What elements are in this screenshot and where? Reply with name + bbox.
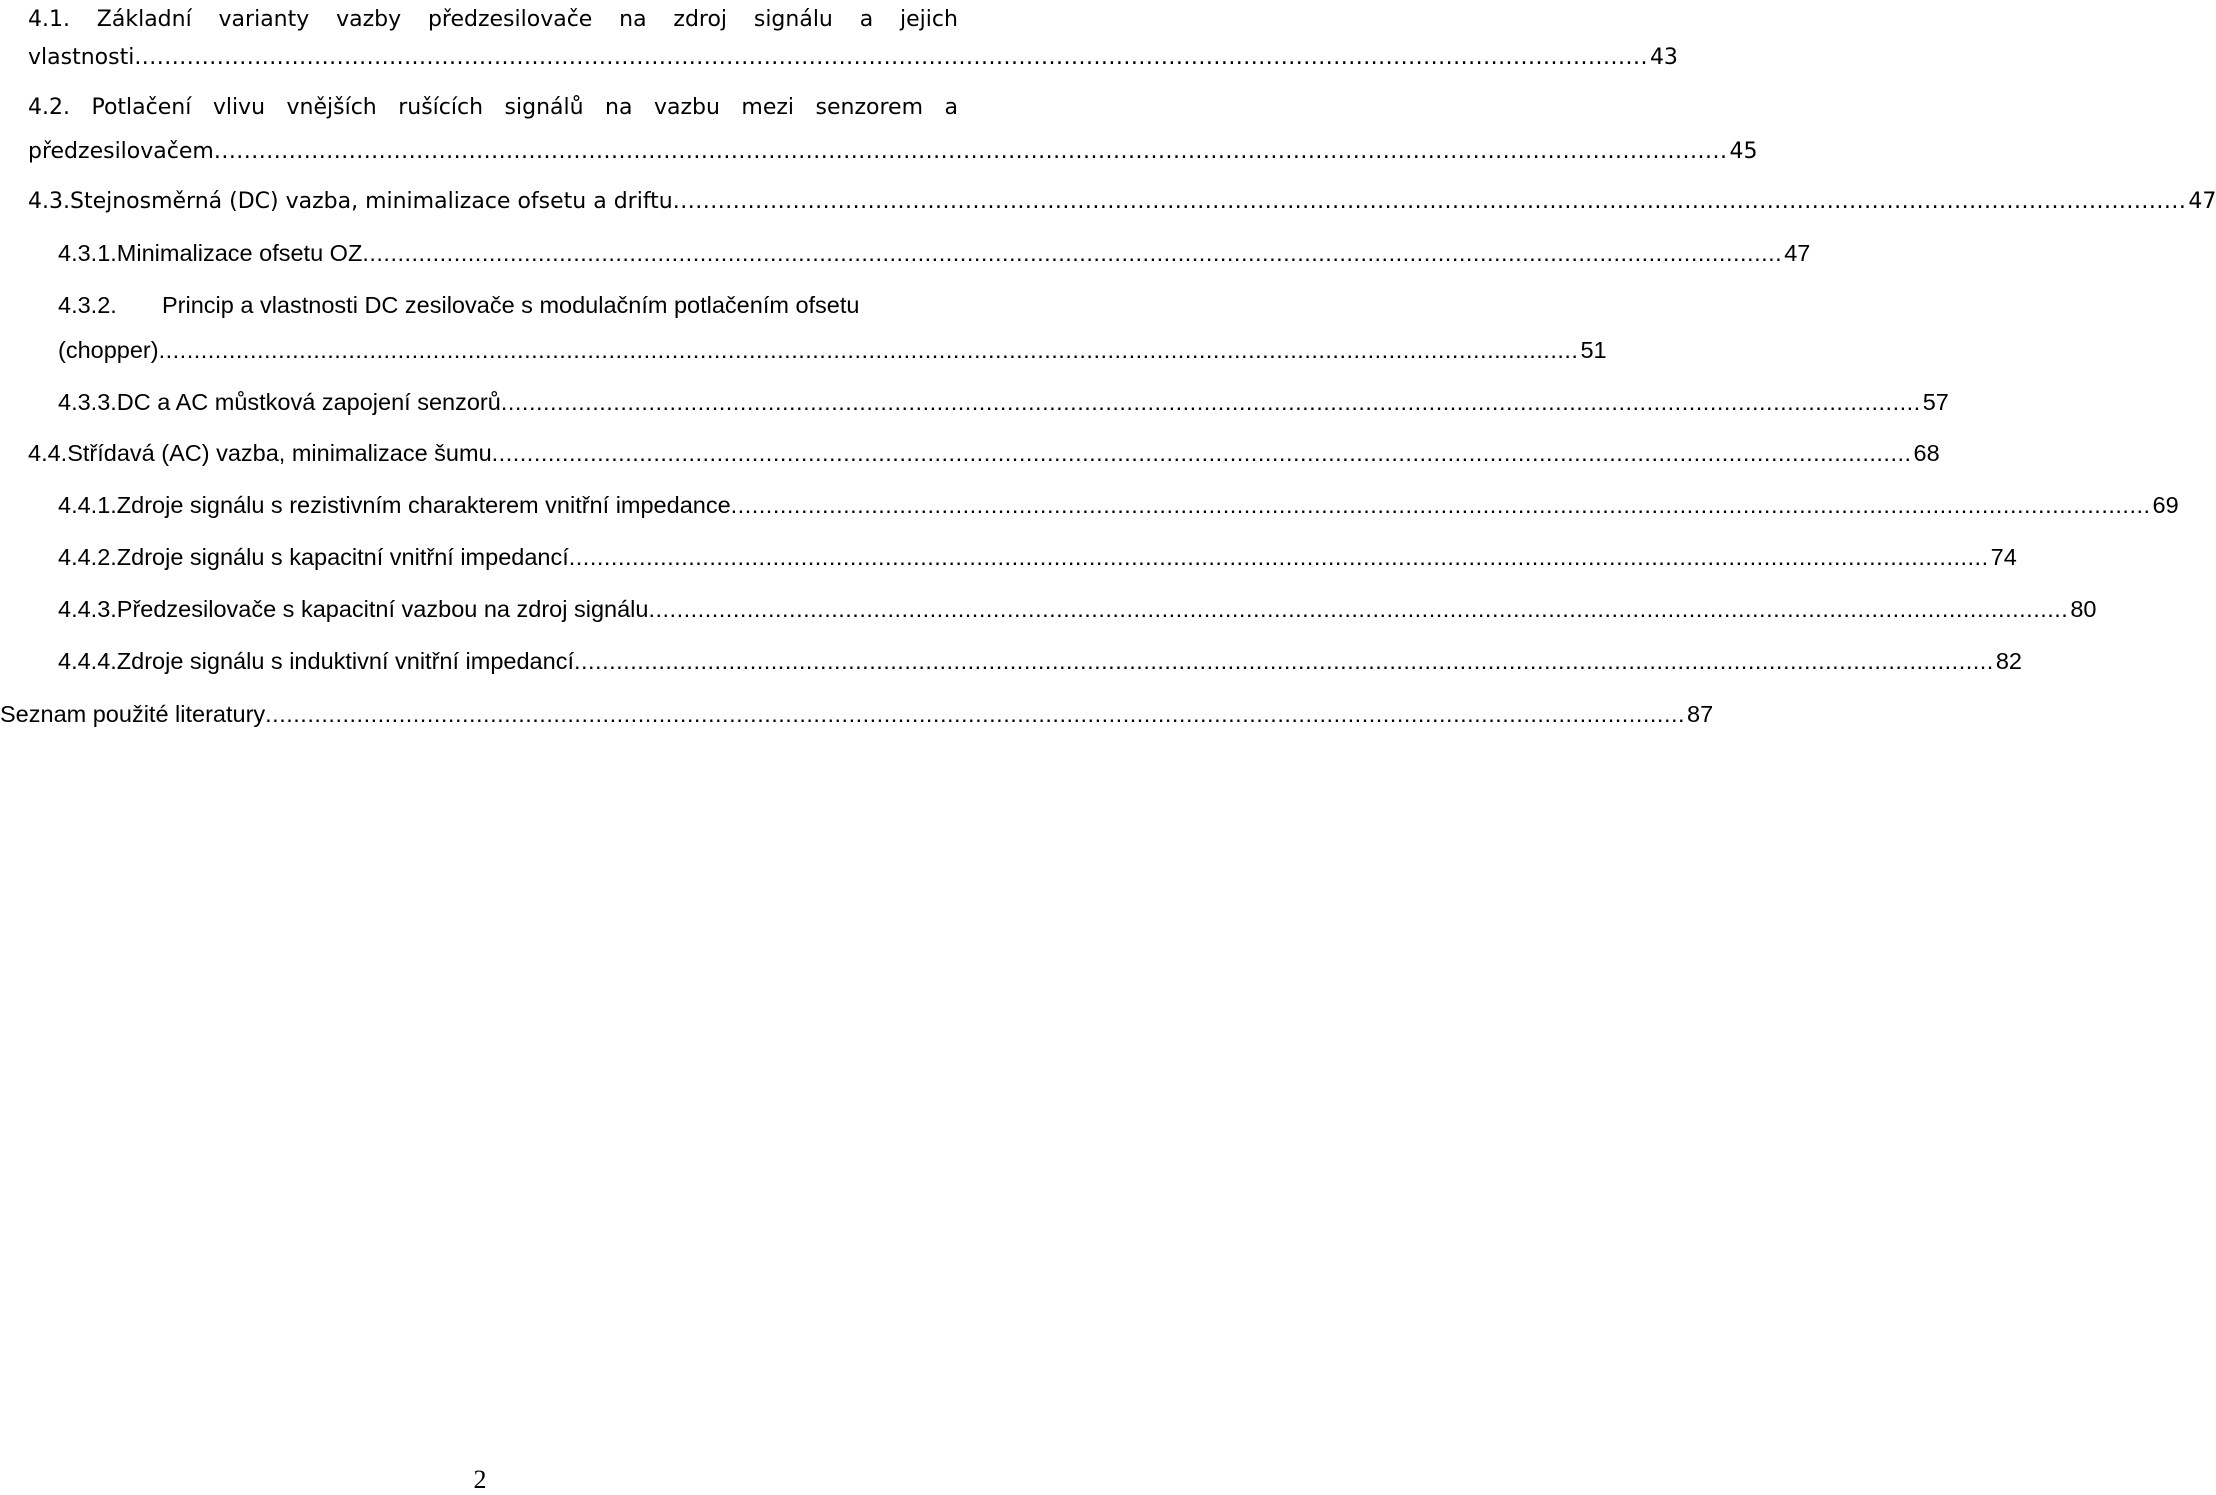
toc-title-word: vlivu [212, 95, 266, 120]
toc-leader-dots: .......................................................................................................................................................................................................... [158, 337, 1579, 363]
toc-title: Seznam použité literatury [0, 701, 266, 727]
toc-page-number: 51 [1580, 337, 1607, 363]
toc-leader-dots: .......................................................................................................................................................................................................... [568, 544, 1989, 570]
toc-number: 4.3. [28, 189, 70, 214]
toc-title-word: jejich [900, 7, 958, 32]
toc-title: Zdroje signálu s rezistivním charakterem vnitřní impedance [116, 492, 731, 518]
toc-title: předzesilovačem [28, 139, 214, 164]
toc-number: 4.2. [28, 95, 70, 120]
toc-title: Princip a vlastnosti DC zesilovače s modulačním potlačením ofsetu [162, 292, 860, 318]
toc-page-number: 68 [1913, 440, 1940, 466]
toc-entry-4-4-4-line1 [58, 646, 2022, 676]
toc-leader-dots: .......................................................................................................................................................................................................... [491, 440, 1912, 466]
toc-entry-4-4-1-line1 [58, 490, 2179, 520]
toc-entry-4-4-line1 [28, 438, 1940, 468]
toc-title-word: a [944, 95, 958, 120]
toc-number: 4.4.2. [58, 544, 117, 570]
toc-number: 4.4.3. [58, 596, 117, 622]
toc-entry-4-4-3-line1 [58, 594, 2097, 624]
toc-title-word: rušících [398, 95, 484, 120]
toc-title-word: na [605, 95, 633, 120]
toc-entry-4-1-line2 [28, 43, 1678, 73]
toc-page-number: 45 [1729, 139, 1758, 164]
toc-page-number: 82 [1995, 648, 2022, 674]
toc-number: 4.3.2. [58, 292, 117, 318]
toc-title: Minimalizace ofsetu OZ [116, 240, 363, 266]
toc-title-word: Základní [96, 7, 192, 32]
toc-number: 4.4. [28, 440, 68, 466]
toc-title-word: na [619, 7, 647, 32]
toc-leader-dots: .......................................................................................................................................................................................................... [648, 596, 2069, 622]
toc-entry-4-2-line1 [28, 93, 958, 123]
toc-page-number: 43 [1649, 45, 1678, 70]
toc-entry-references-line1 [0, 699, 1714, 729]
toc-title: vlastnosti [28, 45, 135, 70]
toc-page-number: 57 [1922, 389, 1949, 415]
toc-entry-4-3-2-line2 [58, 335, 1607, 365]
toc-entry-4-3-1-line1 [58, 238, 1811, 268]
toc-title-word: mezi [741, 95, 795, 120]
toc-number: 4.4.4. [58, 648, 117, 674]
toc-title-word: předzesilovače [427, 7, 593, 32]
toc-title-word: zdroj [673, 7, 728, 32]
toc-leader-dots: .......................................................................................................................................................................................................... [265, 701, 1686, 727]
toc-leader-dots: .......................................................................................................................................................................................................... [134, 45, 1648, 70]
toc-page-number: 69 [2152, 492, 2179, 518]
toc-number: 4.1. [28, 7, 70, 32]
toc-page-number: 47 [1784, 240, 1811, 266]
toc-entry-4-3-2-line1 [58, 290, 958, 320]
toc-page-number: 47 [2188, 189, 2216, 214]
toc-leader-dots: .......................................................................................................................................................................................................... [362, 240, 1783, 266]
toc-title: Předzesilovače s kapacitní vazbou na zdroj signálu [116, 596, 649, 622]
toc-title-word: senzorem [815, 95, 924, 120]
toc-title-word: Potlačení [91, 95, 192, 120]
toc-number: 4.3.1. [58, 240, 117, 266]
toc-title-word: varianty [218, 7, 310, 32]
toc-title-word: signálu [753, 7, 833, 32]
toc-title-word: vazby [336, 7, 402, 32]
toc-title: Zdroje signálu s kapacitní vnitřní impedancí [116, 544, 569, 570]
toc-page-number: 87 [1687, 701, 1714, 727]
toc-leader-dots: .......................................................................................................................................................................................................... [500, 389, 1921, 415]
toc-leader-dots: .......................................................................................................................................................................................................... [213, 139, 1728, 164]
toc-entry-4-3-line1 [28, 187, 2216, 217]
toc-entry-4-3-3-line1 [58, 387, 1949, 417]
toc-title: Zdroje signálu s induktivní vnitřní impedancí [116, 648, 574, 674]
toc-page-number: 74 [1990, 544, 2017, 570]
toc-title-word: a [859, 7, 874, 32]
toc-number: 4.4.1. [58, 492, 117, 518]
toc-title: Stejnosměrná (DC) vazba, minimalizace ofsetu a driftu [69, 189, 673, 214]
toc-title-word: vazbu [653, 95, 720, 120]
toc-leader-dots: .......................................................................................................................................................................................................... [573, 648, 1994, 674]
toc-entry-4-2-line2 [28, 137, 1758, 167]
toc-title: (chopper) [58, 337, 159, 363]
toc-entry-4-1-line1 [28, 5, 958, 35]
toc-title-word: vnějších [286, 95, 377, 120]
toc-entry-4-4-2-line1 [58, 542, 2017, 572]
toc-title-word: signálů [504, 95, 584, 120]
toc-leader-dots: .......................................................................................................................................................................................................... [672, 189, 2187, 214]
toc-number: 4.3.3. [58, 389, 117, 415]
toc-title: Střídavá (AC) vazba, minimalizace šumu [67, 440, 492, 466]
toc-title: DC a AC můstková zapojení senzorů [116, 389, 501, 415]
toc-leader-dots: .......................................................................................................................................................................................................... [730, 492, 2151, 518]
toc-page-number: 80 [2070, 596, 2097, 622]
page-footer-number: 2 [473, 1465, 487, 1494]
